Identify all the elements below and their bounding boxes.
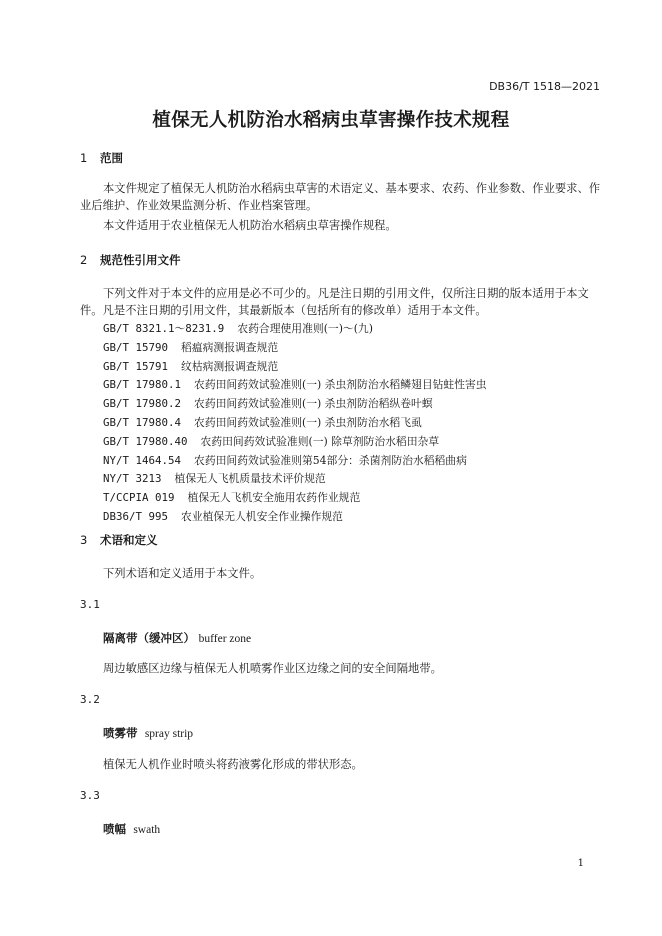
scope-paragraph-2: 本文件适用于农业植保无人机防治水稻病虫草害操作规程。 <box>103 219 397 232</box>
reference-title: 植保无人飞机安全施用农药作业规范 <box>187 491 361 505</box>
reference-code: GB/T 17980.2 <box>103 397 182 411</box>
term-zh: 隔离带（缓冲区） <box>103 631 195 645</box>
section-1-heading <box>80 150 123 166</box>
reference-item <box>103 508 487 527</box>
reference-item <box>103 376 487 395</box>
reference-code: GB/T 15790 <box>103 340 169 354</box>
term-zh: 喷雾带 <box>103 726 138 740</box>
section-title: 规范性引用文件 <box>100 253 181 267</box>
term-zh: 喷幅 <box>103 822 126 836</box>
reference-item <box>103 358 487 377</box>
term-en: spray strip <box>144 728 194 740</box>
reference-title: 植保无人飞机质量技术评价规范 <box>174 472 326 486</box>
term-heading <box>103 821 160 837</box>
section-title: 范围 <box>100 151 123 165</box>
term-en: buffer zone <box>198 633 252 645</box>
reference-item <box>103 395 487 414</box>
section-2-heading <box>80 252 181 268</box>
reference-title: 农药田间药效试验准则(一) 除草剂防治水稻田杂草 <box>200 434 440 448</box>
section-number: 3 <box>80 533 88 547</box>
refs-intro-line-1: 下列文件对于本文件的应用是必不可少的。凡是注日期的引用文件，仅所注日期的版本适用于本文 <box>103 287 589 300</box>
reference-code: DB36/T 995 <box>103 509 169 523</box>
page-number: 1 <box>577 858 584 869</box>
reference-title: 稻瘟病测报调查规范 <box>181 340 279 354</box>
section-title: 术语和定义 <box>100 533 158 547</box>
reference-code: GB/T 17980.1 <box>103 378 182 392</box>
reference-title: 纹枯病测报调查规范 <box>181 359 279 373</box>
term-definition: 周边敏感区边缘与植保无人机喷雾作业区边缘之间的安全间隔地带。 <box>103 662 442 675</box>
reference-item <box>103 452 487 471</box>
reference-item <box>103 339 487 358</box>
reference-code: GB/T 17980.4 <box>103 415 182 429</box>
section-3-heading <box>80 532 158 548</box>
scope-paragraph-1: 本文件规定了植保无人机防治水稻病虫草害的术语定义、基本要求、农药、作业参数、作业要求、作业后维护、作业效果监测分析、作业档案管理。 <box>80 182 601 212</box>
term-definition: 植保无人机作业时喷头将药液雾化形成的带状形态。 <box>103 758 363 771</box>
reference-code: GB/T 15791 <box>103 359 169 373</box>
term-number: 3.1 <box>80 598 100 611</box>
document-title: 植保无人机防治水稻病虫草害操作技术规程 <box>152 110 510 131</box>
reference-code: GB/T 17980.40 <box>103 434 188 448</box>
term-heading <box>103 725 193 741</box>
reference-code: GB/T 8321.1～8231.9 <box>103 322 225 335</box>
reference-item <box>103 414 487 433</box>
term-heading <box>103 630 251 646</box>
term-number: 3.2 <box>80 693 100 706</box>
section-number: 1 <box>80 151 88 165</box>
term-number: 3.3 <box>80 789 100 802</box>
document-code: DB36/T 1518—2021 <box>489 80 600 93</box>
reference-item <box>103 433 487 452</box>
reference-item <box>103 470 487 489</box>
terms-intro: 下列术语和定义适用于本文件。 <box>103 567 262 580</box>
reference-code: T/CCPIA 019 <box>103 491 175 505</box>
reference-title: 农业植保无人机安全作业操作规范 <box>181 509 343 523</box>
reference-title: 农药田间药效试验准则(一) 杀虫剂防治水稻鳞翅目钻蛀性害虫 <box>194 378 487 392</box>
reference-code: NY/T 3213 <box>103 472 162 486</box>
reference-item <box>103 320 487 339</box>
reference-item <box>103 489 487 508</box>
reference-code: NY/T 1464.54 <box>103 453 182 467</box>
refs-intro-line-2: 件。凡是不注日期的引用文件，其最新版本（包括所有的修改单）适用于本文件。 <box>80 304 487 317</box>
term-en: swath <box>133 824 161 836</box>
section-number: 2 <box>80 253 88 267</box>
reference-title: 农药田间药效试验准则第54部分：杀菌剂防治水稻稻曲病 <box>194 453 467 467</box>
reference-title: 农药田间药效试验准则(一) 杀虫剂防治水稻飞虱 <box>194 415 422 429</box>
reference-title: 农药合理使用准则(一)～(九) <box>237 322 373 335</box>
reference-list <box>103 320 487 527</box>
reference-title: 农药田间药效试验准则(一) 杀虫剂防治稻纵卷叶螟 <box>194 397 433 411</box>
